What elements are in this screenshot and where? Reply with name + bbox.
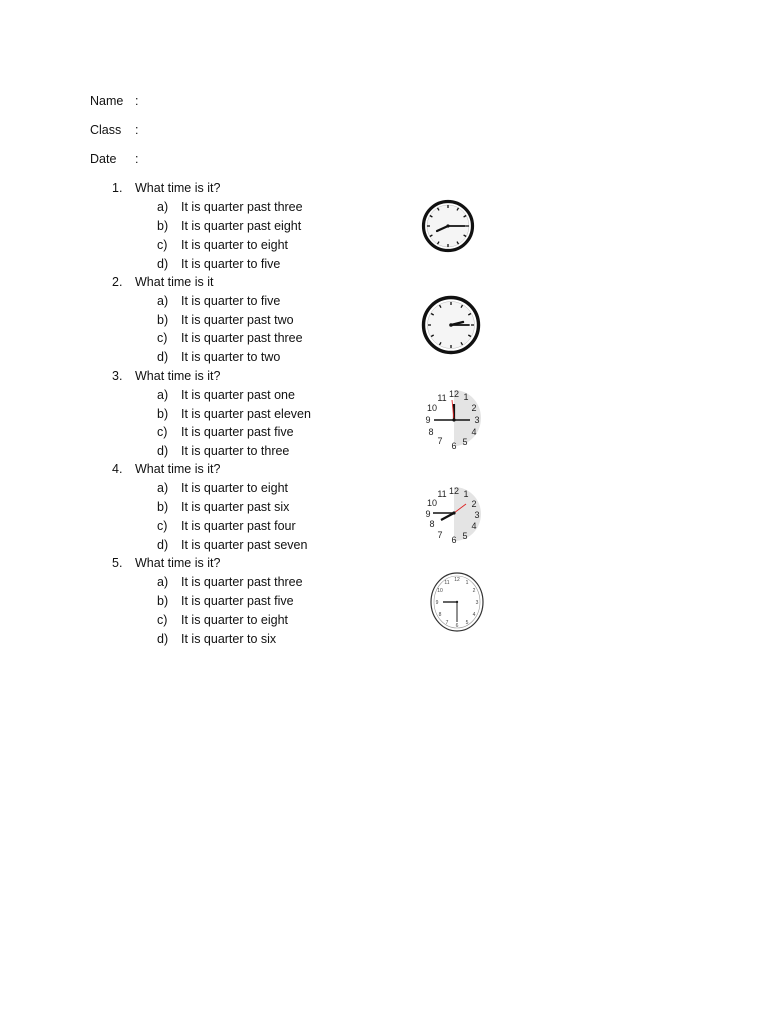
- numeral-1: 1: [463, 392, 469, 402]
- numeral-11: 11: [437, 489, 447, 499]
- numeral-5: 5: [462, 437, 468, 447]
- option-letter: d): [157, 538, 169, 552]
- question-number: 5.: [112, 556, 123, 570]
- option-letter: c): [157, 425, 168, 439]
- option-letter: c): [157, 613, 168, 627]
- clock-4-image: [420, 482, 484, 546]
- option-text: It is quarter past five: [181, 425, 294, 439]
- option-letter: d): [157, 257, 169, 271]
- numeral-3: 3: [475, 600, 479, 606]
- clock-1-image: [421, 199, 475, 253]
- numeral-6: 6: [451, 535, 457, 545]
- option-letter: c): [157, 238, 168, 252]
- option-letter: d): [157, 444, 169, 458]
- option-letter: a): [157, 481, 169, 495]
- name-colon: :: [135, 94, 139, 108]
- numeral-4: 4: [471, 427, 477, 437]
- option-text: It is quarter past three: [181, 331, 303, 345]
- numeral-9: 9: [425, 509, 431, 519]
- question-number: 1.: [112, 181, 123, 195]
- option-text: It is quarter past one: [181, 388, 295, 402]
- numeral-8: 8: [428, 427, 434, 437]
- question-number: 4.: [112, 462, 123, 476]
- clock-5-image: [429, 571, 485, 633]
- option-text: It is quarter past seven: [181, 538, 308, 552]
- option-letter: c): [157, 331, 168, 345]
- option-letter: a): [157, 294, 169, 308]
- numeral-9: 9: [425, 415, 431, 425]
- numeral-6: 6: [451, 441, 457, 451]
- option-letter: b): [157, 407, 169, 421]
- option-letter: a): [157, 388, 169, 402]
- numeral-11: 11: [444, 580, 450, 586]
- numeral-12: 12: [448, 486, 460, 496]
- date-label: Date: [90, 152, 117, 166]
- option-text: It is quarter to five: [181, 294, 281, 308]
- option-text: It is quarter past eight: [181, 219, 302, 233]
- option-text: It is quarter past three: [181, 575, 303, 589]
- numeral-8: 8: [438, 612, 442, 618]
- option-letter: d): [157, 632, 169, 646]
- numeral-10: 10: [426, 498, 438, 508]
- option-text: It is quarter to three: [181, 444, 290, 458]
- numeral-12: 12: [448, 389, 460, 399]
- numeral-4: 4: [472, 612, 476, 618]
- numeral-10: 10: [426, 403, 438, 413]
- numeral-3: 3: [474, 510, 480, 520]
- option-text: It is quarter to five: [181, 257, 281, 271]
- question-number: 3.: [112, 369, 123, 383]
- numeral-1: 1: [463, 489, 469, 499]
- class-colon: :: [135, 123, 139, 137]
- option-text: It is quarter past five: [181, 594, 294, 608]
- question-text: What time is it?: [135, 556, 221, 570]
- option-letter: a): [157, 575, 169, 589]
- numeral-3: 3: [474, 415, 480, 425]
- option-text: It is quarter past two: [181, 313, 294, 327]
- option-letter: c): [157, 519, 168, 533]
- option-letter: d): [157, 350, 169, 364]
- option-text: It is quarter to eight: [181, 238, 289, 252]
- numeral-7: 7: [437, 530, 443, 540]
- numeral-5: 5: [465, 620, 469, 626]
- numeral-4: 4: [471, 521, 477, 531]
- numeral-9: 9: [435, 600, 439, 606]
- numeral-12: 12: [454, 577, 460, 583]
- numeral-6: 6: [455, 623, 459, 629]
- date-colon: :: [135, 152, 139, 166]
- option-letter: b): [157, 219, 169, 233]
- option-letter: b): [157, 594, 169, 608]
- clock-3-image: [420, 385, 484, 451]
- numeral-7: 7: [445, 620, 449, 626]
- numeral-2: 2: [471, 499, 477, 509]
- option-text: It is quarter past three: [181, 200, 303, 214]
- option-text: It is quarter to eight: [181, 613, 289, 627]
- numeral-10: 10: [437, 588, 443, 594]
- question-text: What time is it?: [135, 181, 221, 195]
- question-text: What time is it?: [135, 462, 221, 476]
- option-letter: a): [157, 200, 169, 214]
- option-letter: b): [157, 500, 169, 514]
- numeral-1: 1: [465, 580, 469, 586]
- numeral-2: 2: [472, 588, 476, 594]
- option-text: It is quarter to six: [181, 632, 277, 646]
- question-text: What time is it: [135, 275, 214, 289]
- question-number: 2.: [112, 275, 123, 289]
- numeral-8: 8: [429, 519, 435, 529]
- hour-hand: [441, 513, 454, 520]
- option-text: It is quarter to two: [181, 350, 281, 364]
- question-text: What time is it?: [135, 369, 221, 383]
- numeral-5: 5: [462, 531, 468, 541]
- option-letter: b): [157, 313, 169, 327]
- numeral-11: 11: [437, 393, 447, 403]
- name-label: Name: [90, 94, 124, 108]
- clock-2-image: [421, 295, 481, 355]
- numeral-7: 7: [437, 436, 443, 446]
- option-text: It is quarter to eight: [181, 481, 289, 495]
- option-text: It is quarter past four: [181, 519, 296, 533]
- option-text: It is quarter past eleven: [181, 407, 311, 421]
- class-label: Class: [90, 123, 122, 137]
- option-text: It is quarter past six: [181, 500, 290, 514]
- numeral-2: 2: [471, 403, 477, 413]
